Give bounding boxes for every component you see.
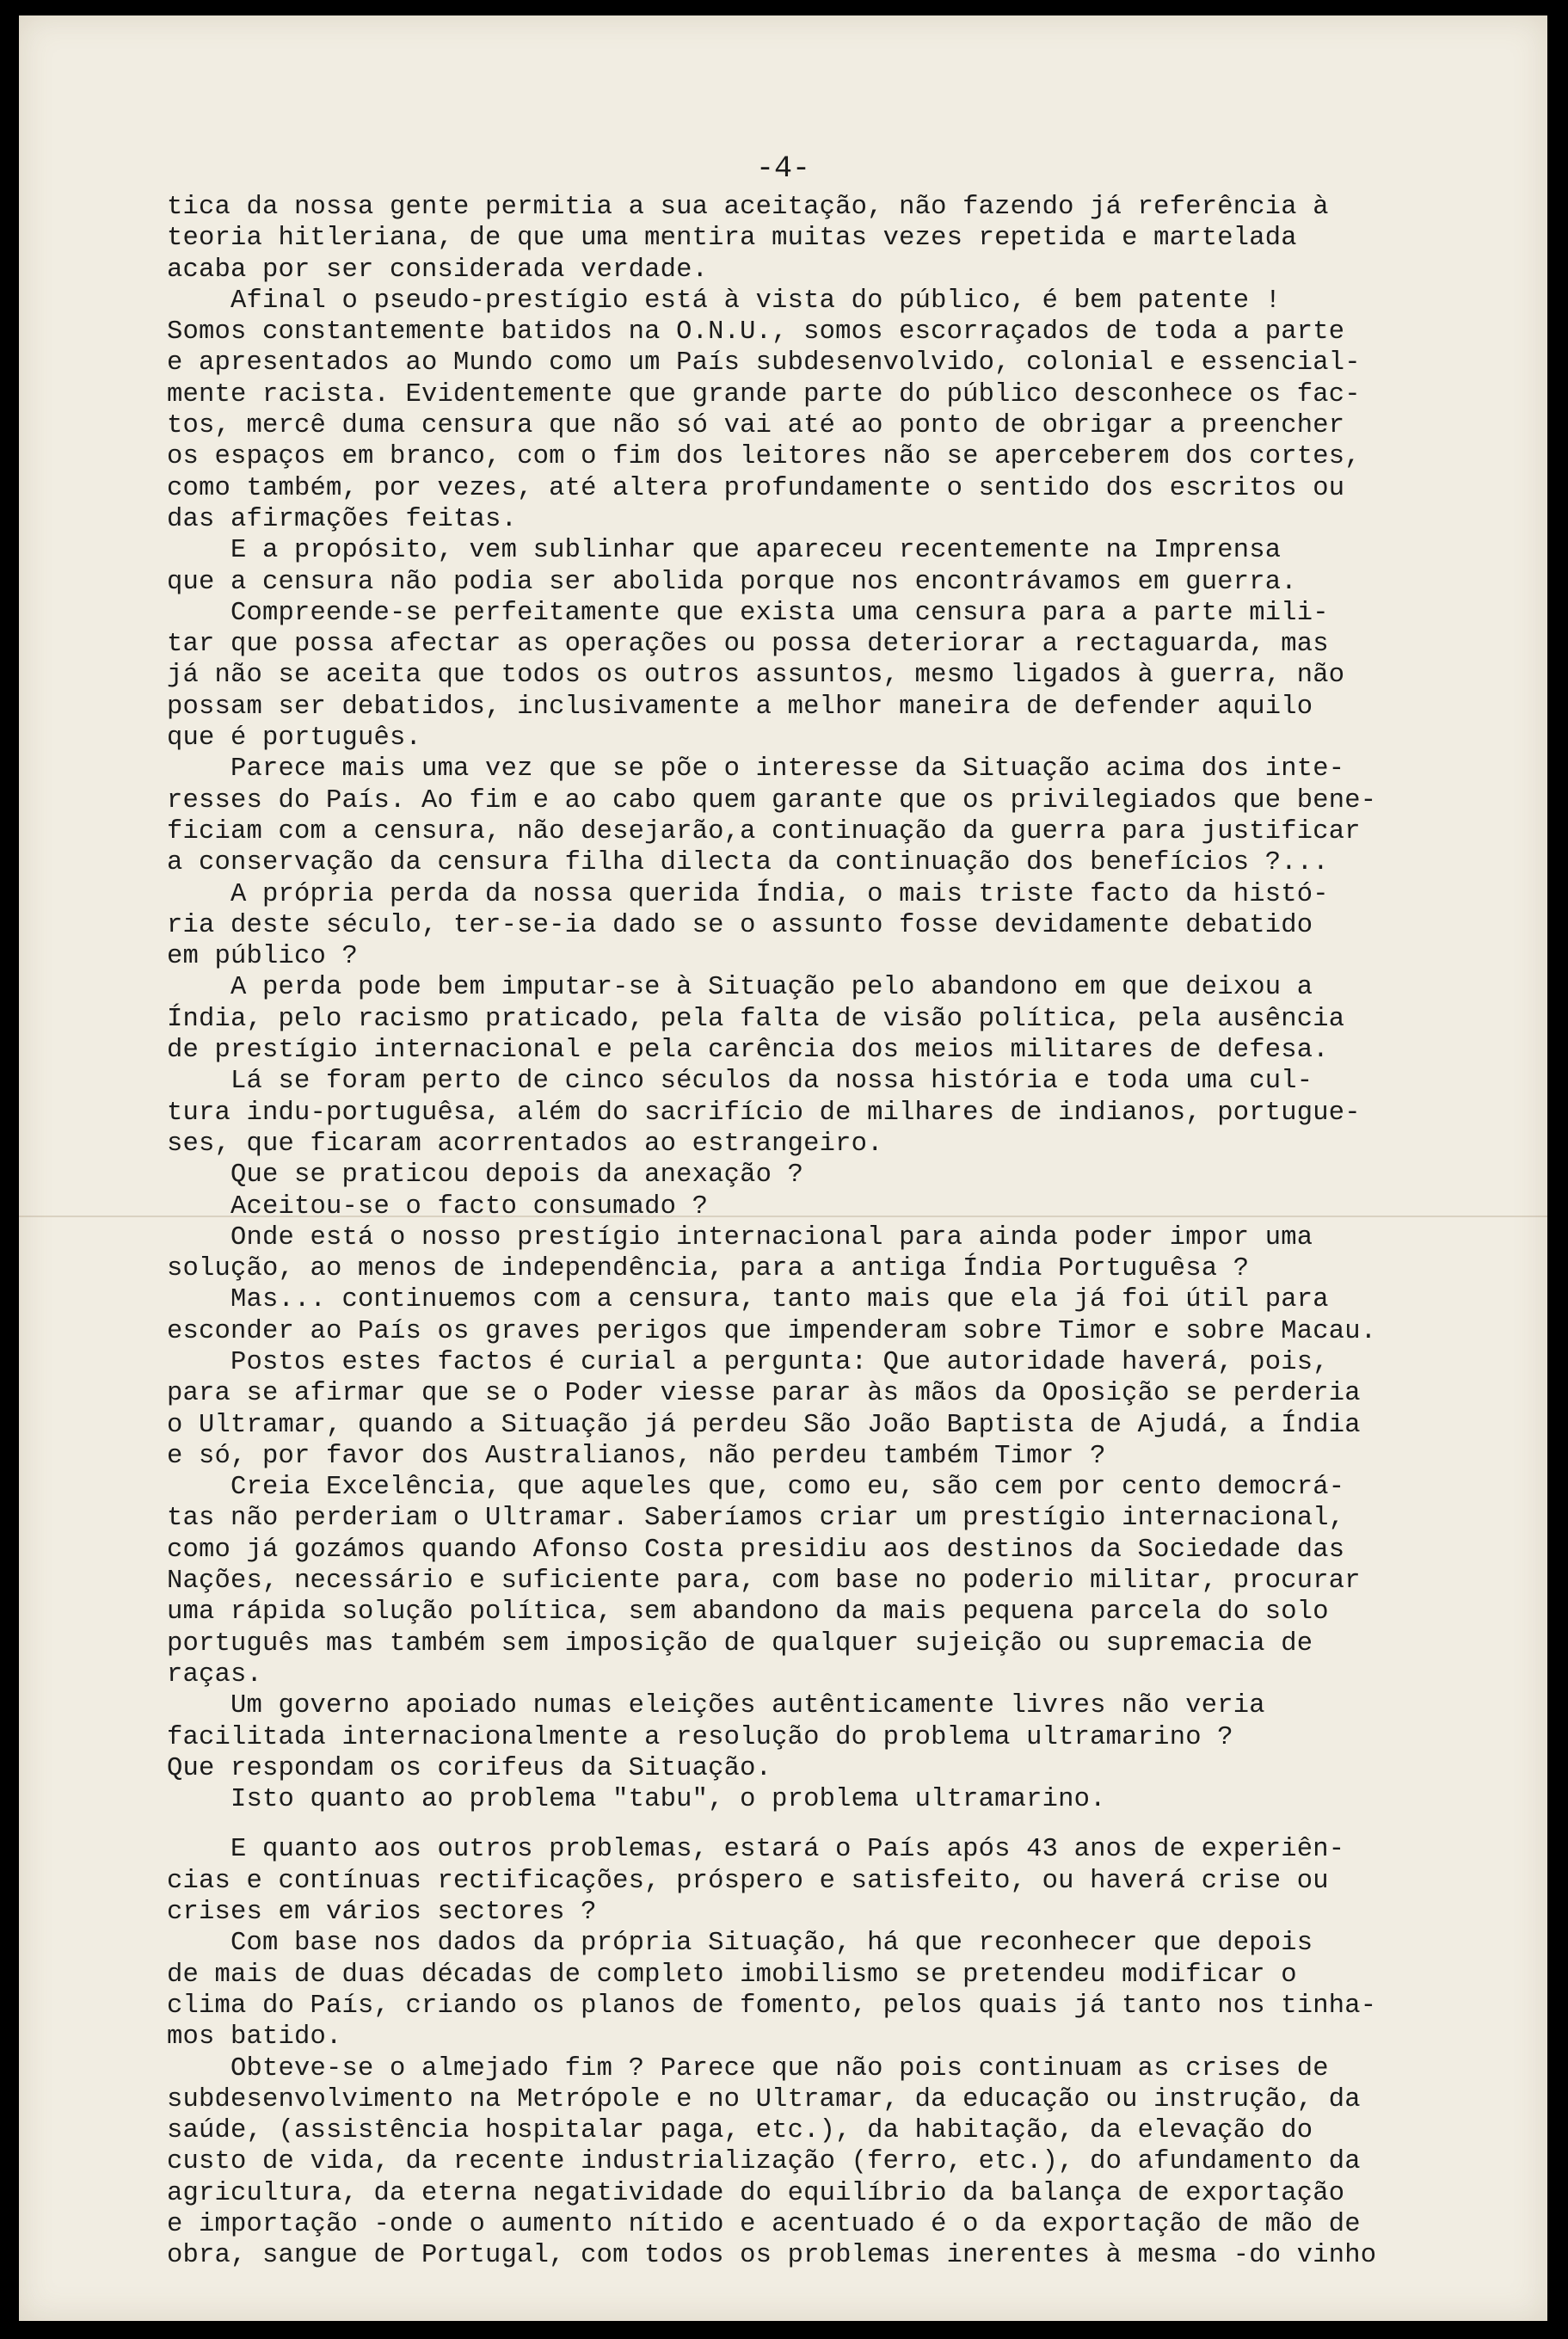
text-line: em público ? [167, 942, 359, 972]
text-line: e apresentados ao Mundo como um País subdesenvolvido, colonial e essencial- [167, 348, 1361, 379]
text-line: Lá se foram perto de cinco séculos da nossa história e toda uma cul- [167, 1067, 1313, 1097]
text-line: E quanto aos outros problemas, estará o País após 43 anos de experiên- [167, 1835, 1345, 1865]
text-line: Aceitou-se o facto consumado ? [167, 1191, 709, 1222]
text-line: o Ultramar, quando a Situação já perdeu São João Baptista de Ajudá, a Índia [167, 1410, 1361, 1440]
text-line: solução, ao menos de independência, para a antiga Índia Portuguêsa ? [167, 1254, 1250, 1284]
text-line: subdesenvolvimento na Metrópole e no Ultramar, da educação ou instrução, da [167, 2084, 1361, 2114]
text-line: de mais de duas décadas de completo imobilismo se pretendeu modificar o [167, 1960, 1297, 1990]
text-line: Nações, necessário e suficiente para, com base no poderio militar, procurar [167, 1567, 1361, 1597]
text-line: que é português. [167, 723, 422, 754]
text-line: ses, que ficaram acorrentados ao estrangeiro. [167, 1129, 883, 1159]
text-line: uma rápida solução política, sem abandono da mais pequena parcela do solo [167, 1597, 1329, 1628]
text-line: acaba por ser considerada verdade. [167, 255, 709, 285]
text-line: que a censura não podia ser abolida porque nos encontrávamos em guerra. [167, 567, 1297, 597]
text-line: português mas também sem imposição de qualquer sujeição ou supremacia de [167, 1628, 1313, 1659]
text-line: para se afirmar que se o Poder viesse parar às mãos da Oposição se perderia [167, 1379, 1361, 1409]
text-line: saúde, (assistência hospitalar paga, etc.), da habitação, da elevação do [167, 2116, 1313, 2146]
text-line: resses do País. Ao fim e ao cabo quem garante que os privilegiados que bene- [167, 785, 1377, 816]
text-line: A perda pode bem imputar-se à Situação pelo abandono em que deixou a [167, 973, 1313, 1003]
text-line: crises em vários sectores ? [167, 1898, 597, 1928]
text-line: tica da nossa gente permitia a sua aceitação, não fazendo já referência à [167, 193, 1329, 222]
text-line: como também, por vezes, até altera profundamente o sentido dos escritos ou [167, 473, 1345, 503]
typewritten-page [19, 15, 1547, 2321]
text-line: Que se praticou depois da anexação ? [167, 1160, 804, 1191]
text-line: mos batido. [167, 2022, 342, 2053]
text-line: das afirmações feitas. [167, 504, 518, 534]
text-line: os espaços em branco, com o fim dos leitores não se aperceberem dos cortes, [167, 442, 1361, 472]
text-line: facilitada internacionalmente a resolução do problema ultramarino ? [167, 1722, 1233, 1752]
text-line: custo de vida, da recente industrialização (ferro, etc.), do afundamento da [167, 2147, 1361, 2177]
text-line: Somos constantemente batidos na O.N.U., somos escorraçados de toda a parte [167, 317, 1345, 348]
text-line: Mas... continuemos com a censura, tanto mais que ela já foi útil para [167, 1285, 1329, 1315]
text-line: agricultura, da eterna negatividade do equilíbrio da balança de exportação [167, 2178, 1345, 2208]
page-number: -4- [755, 151, 810, 186]
text-line: Um governo apoiado numas eleições autênticamente livres não veria [167, 1691, 1265, 1721]
text-line: cias e contínuas rectificações, próspero e satisfeito, ou haverá crise ou [167, 1866, 1329, 1896]
text-line: a conservação da censura filha dilecta da continuação dos benefícios ?... [167, 848, 1329, 878]
text-line: Postos estes factos é curial a pergunta: Que autoridade haverá, pois, [167, 1347, 1329, 1377]
text-line: mente racista. Evidentemente que grande parte do público desconhece os fac- [167, 379, 1361, 409]
text-line: Com base nos dados da própria Situação, há que reconhecer que depois [167, 1929, 1313, 1959]
text-line: tar que possa afectar as operações ou possa deteriorar a rectaguarda, mas [167, 630, 1329, 660]
text-line: como já gozámos quando Afonso Costa presidiu aos destinos da Sociedade das [167, 1535, 1345, 1565]
text-line: já não se aceita que todos os outros assuntos, mesmo ligados à guerra, não [167, 661, 1345, 691]
text-line: raças. [167, 1659, 263, 1690]
body-text-part-1 [167, 192, 1509, 1815]
text-line: Compreende-se perfeitamente que exista uma censura para a parte mili- [167, 598, 1329, 628]
text-line: Onde está o nosso prestígio internacional para ainda poder impor uma [167, 1222, 1313, 1253]
text-line: tas não perderiam o Ultramar. Saberíamos criar um prestígio internacional, [167, 1504, 1345, 1534]
text-line: Índia, pelo racismo praticado, pela falta de visão política, pela ausência [167, 1004, 1345, 1034]
text-line: Parece mais uma vez que se põe o interesse da Situação acima dos inte- [167, 754, 1345, 785]
text-line: de prestígio internacional e pela carência dos meios militares de defesa. [167, 1036, 1329, 1066]
text-line: ficiam com a censura, não desejarão,a continuação da guerra para justificar [167, 816, 1361, 846]
text-line: obra, sangue de Portugal, com todos os problemas inerentes à mesma -do vinho [167, 2241, 1377, 2271]
text-line: Isto quanto ao problema "tabu", o problema ultramarino. [167, 1785, 1106, 1815]
paragraph-gap [167, 1815, 1509, 1834]
text-line: e só, por favor dos Australianos, não perdeu também Timor ? [167, 1441, 1106, 1471]
text-line: Afinal o pseudo-prestígio está à vista do público, é bem patente ! [167, 286, 1282, 316]
text-line: clima do País, criando os planos de fomento, pelos quais já tanto nos tinha- [167, 1991, 1377, 2021]
text-line: possam ser debatidos, inclusivamente a melhor maneira de defender aquilo [167, 692, 1313, 722]
text-line: teoria hitleriana, de que uma mentira muitas vezes repetida e martelada [167, 224, 1297, 254]
text-line: esconder ao País os graves perigos que impenderam sobre Timor e sobre Macau. [167, 1316, 1377, 1346]
text-line: tura indu-portuguêsa, além do sacrifício de milhares de indianos, portugue- [167, 1098, 1361, 1128]
text-line: A própria perda da nossa querida Índia, o mais triste facto da histó- [167, 879, 1329, 909]
body-text-part-2 [167, 1834, 1509, 2271]
text-line: e importação -onde o aumento nítido e acentuado é o da exportação de mão de [167, 2210, 1361, 2239]
text-line: Obteve-se o almejado fim ? Parece que não pois continuam as crises de [167, 2053, 1329, 2084]
text-line: Creia Excelência, que aqueles que, como eu, são cem por cento democrá- [167, 1473, 1345, 1503]
text-line: tos, mercê duma censura que não só vai até ao ponto de obrigar a preencher [167, 411, 1345, 441]
text-line: Que respondam os corifeus da Situação. [167, 1753, 772, 1783]
body-text [167, 192, 1509, 2272]
text-line: E a propósito, vem sublinhar que apareceu recentemente na Imprensa [167, 536, 1282, 566]
text-line: ria deste século, ter-se-ia dado se o assunto fosse devidamente debatido [167, 910, 1313, 940]
